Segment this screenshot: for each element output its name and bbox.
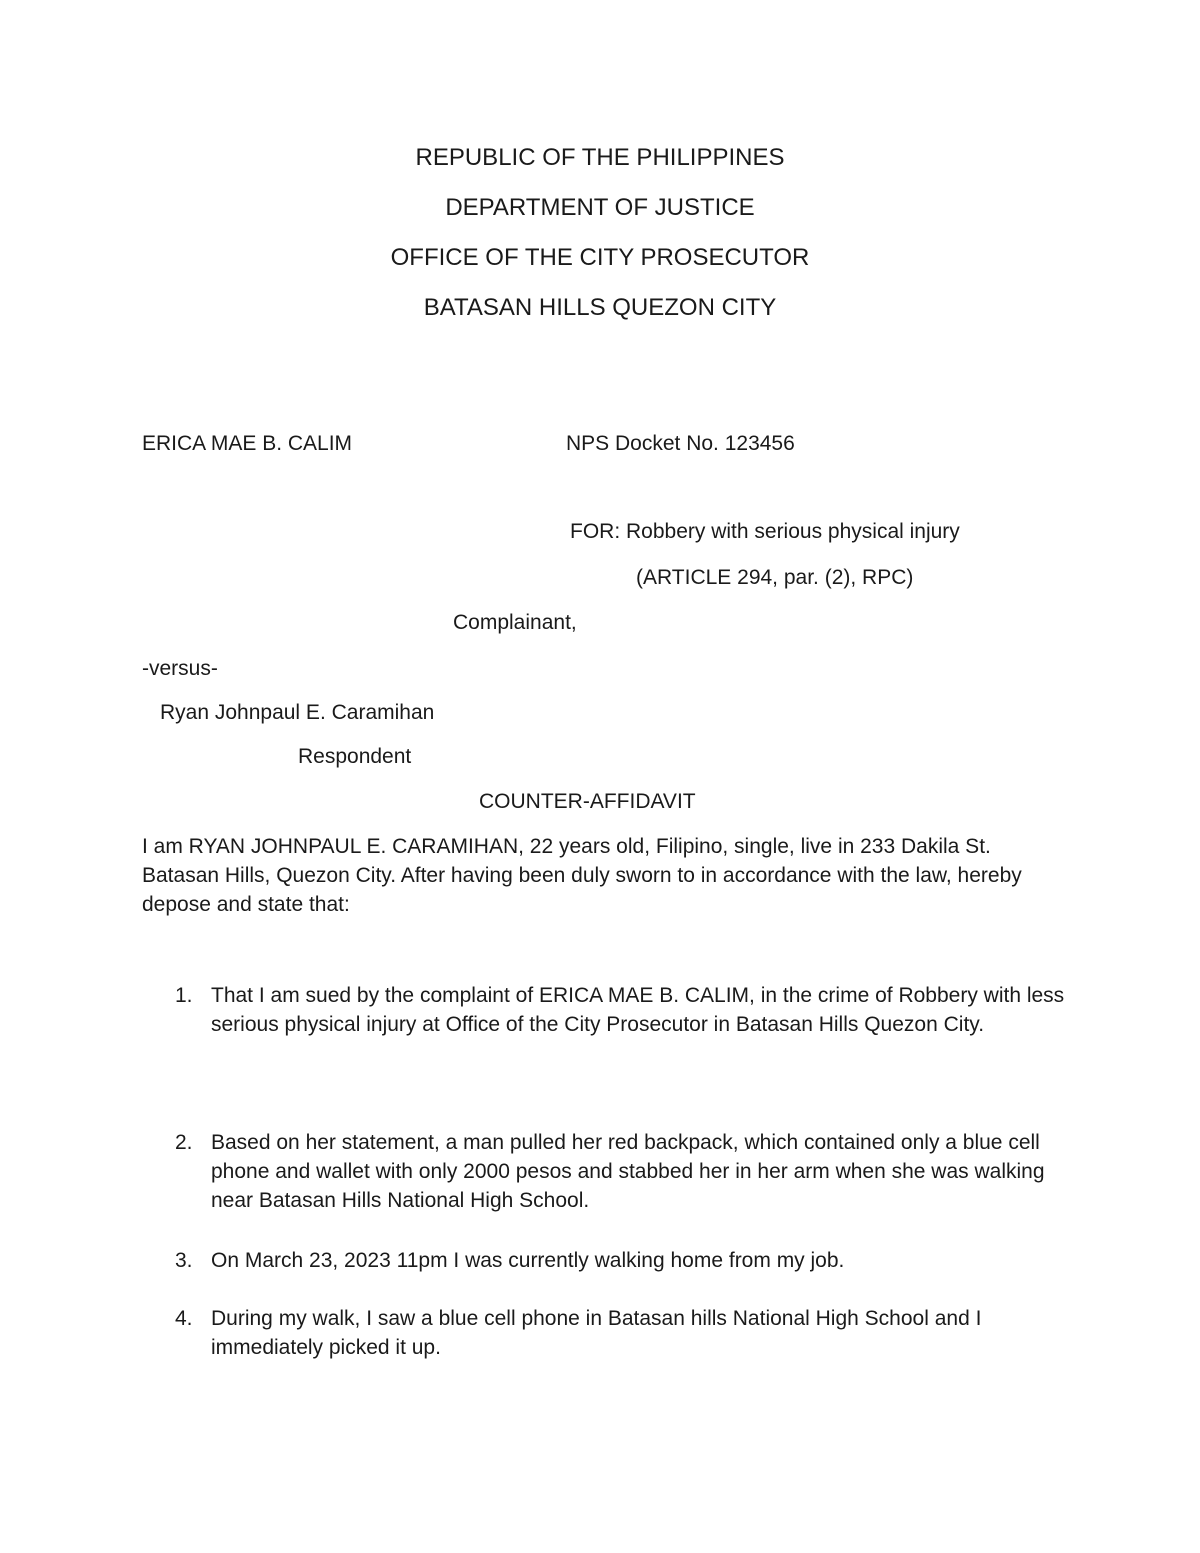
- header-republic: REPUBLIC OF THE PHILIPPINES: [415, 144, 785, 171]
- article-line: (ARTICLE 294, par. (2), RPC): [636, 566, 914, 589]
- docket-number: NPS Docket No. 123456: [566, 432, 795, 455]
- list-item-number: 1.: [175, 984, 193, 1007]
- respondent-label: Respondent: [298, 745, 412, 768]
- list-item-number: 3.: [175, 1249, 193, 1272]
- list-item-text: That I am sued by the complaint of ERICA MAE B. CALIM, in the crime of Robbery with less serious physical injury at Office of the City Prosecutor in Batasan Hills Quezon City.: [211, 984, 1065, 1036]
- document-title: COUNTER-AFFIDAVIT: [479, 790, 696, 813]
- list-item: [175, 1304, 1065, 1362]
- intro-paragraph: I am RYAN JOHNPAUL E. CARAMIHAN, 22 years old, Filipino, single, live in 233 Dakila St. Batasan Hills, Quezon City. After having been duly sworn to in accordance with the law, hereby depose and state that:: [142, 835, 1022, 916]
- complainant-label: Complainant,: [453, 611, 577, 634]
- header-location: BATASAN HILLS QUEZON CITY: [423, 294, 777, 321]
- header-office: OFFICE OF THE CITY PROSECUTOR: [390, 244, 810, 271]
- versus-label: -versus-: [142, 657, 218, 680]
- respondent-name: Ryan Johnpaul E. Caramihan: [160, 701, 435, 724]
- list-item-text: On March 23, 2023 11pm I was currently walking home from my job.: [211, 1249, 845, 1272]
- list-item-number: 4.: [175, 1307, 193, 1330]
- charge-line: FOR: Robbery with serious physical injury: [570, 520, 960, 543]
- header-department: DEPARTMENT OF JUSTICE: [445, 194, 755, 221]
- list-item-text: Based on her statement, a man pulled her red backpack, which contained only a blue cell phone and wallet with only 2000 pesos and stabbed her in her arm when she was walking near Batasan Hills National High School.: [211, 1131, 1045, 1212]
- list-item: [175, 981, 1065, 1039]
- list-item-number: 2.: [175, 1131, 193, 1154]
- list-item: [175, 1246, 1065, 1275]
- list-item: [175, 1128, 1065, 1215]
- complainant-name: ERICA MAE B. CALIM: [142, 432, 353, 455]
- list-item-text: During my walk, I saw a blue cell phone in Batasan hills National High School and I immediately picked it up.: [211, 1307, 982, 1359]
